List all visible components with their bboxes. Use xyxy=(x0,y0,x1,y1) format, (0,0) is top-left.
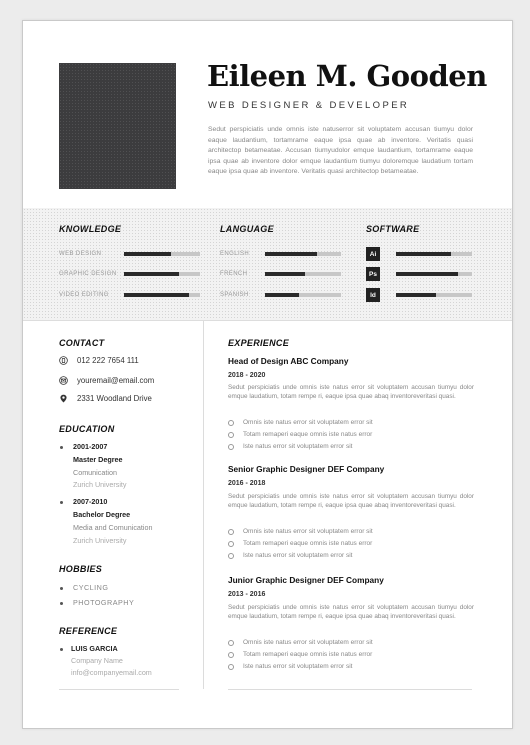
experience-title: EXPERIENCE xyxy=(228,338,290,348)
circle-bullet-icon xyxy=(228,432,234,438)
knowledge-title: KNOWLEDGE xyxy=(59,224,122,234)
skill-label: GRAPHIC DESIGN xyxy=(59,271,117,277)
education-field: Media and Comunication xyxy=(73,523,153,532)
skill-bar xyxy=(396,252,472,256)
reference-name: LUIS GARCIA xyxy=(71,644,118,653)
skill-bar xyxy=(396,293,472,297)
skill-label: SPANISH xyxy=(220,292,249,298)
skill-bar xyxy=(124,252,200,256)
skill-label: VIDEO EDITING xyxy=(59,292,109,298)
job-description: Sedut perspiciatis unde omnis iste natus error sit voluptatem accusan tiumyu dolor emque laudatium, totam rempe ri, eaque ipsa quae abaq inventoreveritasi quasi. xyxy=(228,384,474,401)
skill-label: FRENCH xyxy=(220,271,248,277)
education-years: 2001-2007 xyxy=(73,442,108,451)
job-years: 2013 - 2016 xyxy=(228,591,266,598)
skill-row xyxy=(59,249,101,259)
job-bullet: Totam remaperi eaque omnis iste natus error xyxy=(228,540,372,547)
person-name: Eileen M. Gooden xyxy=(207,59,487,93)
hobby-item: PHOTOGRAPHY xyxy=(73,598,135,607)
job-bullet: Iste natus error sit voluptatem error sit xyxy=(228,663,352,670)
skill-bar-fill xyxy=(396,272,458,276)
skill-bar xyxy=(396,272,472,276)
circle-bullet-icon xyxy=(228,541,234,547)
circle-bullet-icon xyxy=(228,529,234,535)
street-address: 2331 Woodland Drive xyxy=(77,394,152,403)
education-school: Zurich University xyxy=(73,480,127,489)
job-bullet: Totam remaperi eaque omnis iste natus error xyxy=(228,431,372,438)
profile-photo xyxy=(59,63,176,189)
footer-rule-right xyxy=(228,689,472,690)
contact-title: CONTACT xyxy=(59,338,105,348)
job-description: Sedut perspiciatis unde omnis iste natus error sit voluptatem accusan tiumyu dolor emque laudatium, totam rempe ri, eaque ipsa quae abaq inventoreveritasi quasi. xyxy=(228,604,474,621)
job-bullet: Omnis iste natus error sit voluptatem error sit xyxy=(228,528,373,535)
hobby-bullet xyxy=(60,587,63,590)
contact-phone xyxy=(59,356,139,365)
education-bullet xyxy=(60,446,63,449)
circle-bullet-icon xyxy=(228,420,234,426)
skill-row xyxy=(220,269,247,279)
education-school: Zurich University xyxy=(73,536,127,545)
knowledge-column xyxy=(59,224,199,298)
education-degree: Master Degree xyxy=(73,455,123,464)
illustrator-icon: Ai xyxy=(366,247,380,261)
education-bullet xyxy=(60,501,63,504)
reference-email[interactable]: info@companyemail.com xyxy=(71,668,152,677)
hobby-bullet xyxy=(60,602,63,605)
job-title: Senior Graphic Designer DEF Company xyxy=(228,464,385,474)
software-column xyxy=(366,224,506,299)
skill-bar-fill xyxy=(265,252,317,256)
resume-page xyxy=(22,20,513,729)
education-title: EDUCATION xyxy=(59,424,115,434)
circle-bullet-icon xyxy=(228,664,234,670)
job-title: Junior Graphic Designer DEF Company xyxy=(228,575,384,585)
job-title: Head of Design ABC Company xyxy=(228,356,349,366)
education-degree: Bachelor Degree xyxy=(73,510,131,519)
skill-row xyxy=(59,269,117,279)
job-bullet: Omnis iste natus error sit voluptatem error sit xyxy=(228,419,373,426)
job-years: 2018 - 2020 xyxy=(228,372,266,379)
skill-bar xyxy=(124,272,200,276)
skill-label: WEB DESIGN xyxy=(59,251,102,257)
skill-label: ENGLISH xyxy=(220,251,250,257)
skill-row xyxy=(59,290,109,300)
job-years: 2016 - 2018 xyxy=(228,480,266,487)
skill-bar xyxy=(265,252,341,256)
reference-company: Company Name xyxy=(71,656,123,665)
job-description: Sedut perspiciatis unde omnis iste natus error sit voluptatem accusan tiumyu dolor emque laudatium, totam rempe ri, eaque ipsa quae abaq inventoreveritasi quasi. xyxy=(228,493,474,510)
skill-bar-fill xyxy=(124,252,171,256)
skills-section xyxy=(23,208,512,321)
email-icon xyxy=(59,376,68,385)
circle-bullet-icon xyxy=(228,444,234,450)
language-column xyxy=(220,224,360,298)
education-field: Comunication xyxy=(73,468,117,477)
phone-icon xyxy=(59,356,68,365)
job-bullet: Iste natus error sit voluptatem error sit xyxy=(228,552,352,559)
job-bullet: Iste natus error sit voluptatem error sit xyxy=(228,443,352,450)
skill-bar xyxy=(265,293,341,297)
contact-email xyxy=(59,376,154,385)
location-pin-icon xyxy=(59,394,68,403)
skill-bar-fill xyxy=(396,252,451,256)
reference-bullet xyxy=(60,648,63,651)
photoshop-icon: Ps xyxy=(366,267,380,281)
circle-bullet-icon xyxy=(228,553,234,559)
footer-rule-left xyxy=(59,689,179,690)
job-title: WEB DESIGNER & DEVELOPER xyxy=(208,100,410,111)
column-divider xyxy=(203,321,204,689)
circle-bullet-icon xyxy=(228,640,234,646)
software-title: SOFTWARE xyxy=(366,224,420,234)
skill-bar-fill xyxy=(265,272,305,276)
profile-summary: Sedut perspiciatis unde omnis iste natuserror sit voluptatem accusan tiumyu dolor eaque laudantium, tortamrame eaque ipsa quae ab inventore. Veritatis quasi architectop betameatae. Accusan tiumyudolor emque laudantium, tortamrame eaque ipsa quae ab inventore dolor emque laudantium tiumyu doloremque laudatium tortam eaque ipsa quae ab inventore. Veritatis quasi architectop betameatae. xyxy=(208,126,473,176)
phone-number: 012 222 7654 111 xyxy=(77,356,139,365)
language-title: LANGUAGE xyxy=(220,224,274,234)
skill-bar-fill xyxy=(124,272,179,276)
hobbies-title: HOBBIES xyxy=(59,564,103,574)
skill-bar-fill xyxy=(265,293,299,297)
circle-bullet-icon xyxy=(228,652,234,658)
skill-bar xyxy=(265,272,341,276)
education-years: 2007-2010 xyxy=(73,497,108,506)
email-address[interactable]: youremail@email.com xyxy=(77,376,155,385)
skill-row xyxy=(220,290,249,300)
job-bullet: Omnis iste natus error sit voluptatem error sit xyxy=(228,639,373,646)
skill-bar xyxy=(124,293,200,297)
hobby-item: CYCLING xyxy=(73,583,109,592)
indesign-icon: Id xyxy=(366,288,380,302)
contact-address xyxy=(59,394,152,403)
skill-bar-fill xyxy=(124,293,189,297)
skill-bar-fill xyxy=(396,293,436,297)
job-bullet: Totam remaperi eaque omnis iste natus error xyxy=(228,651,372,658)
reference-title: REFERENCE xyxy=(59,626,118,636)
skill-row xyxy=(220,249,249,259)
